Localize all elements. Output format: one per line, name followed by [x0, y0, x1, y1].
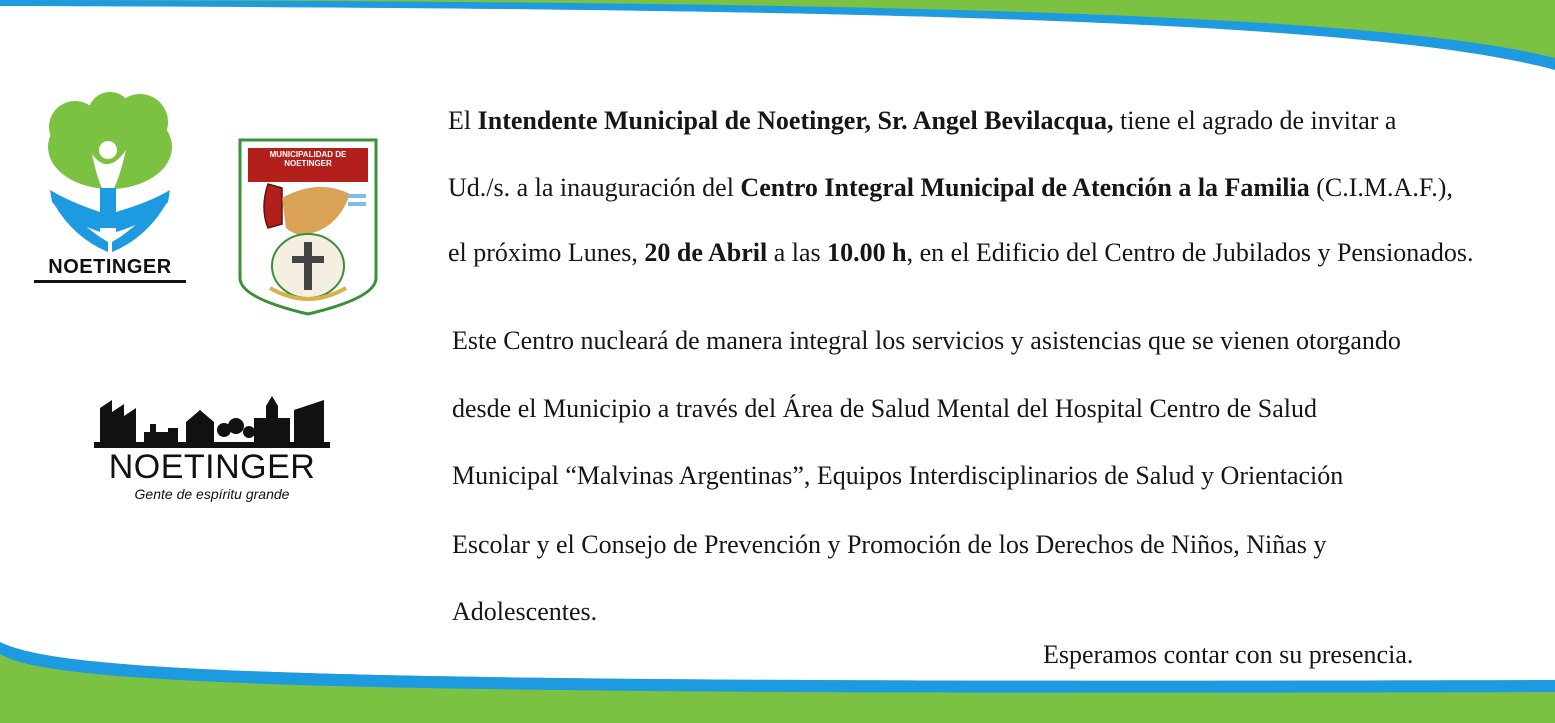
town-logo-slogan: Gente de espíritu grande — [134, 486, 290, 502]
event-date: 20 de Abril — [644, 238, 768, 267]
invitation-line-3: el próximo Lunes, 20 de Abril a las 10.00 h, en el Edificio del Centro de Jubilados y Pensionados. — [448, 238, 1474, 267]
description-line: Este Centro nucleará de manera integral los servicios y asistencias que se vienen otorgando — [452, 326, 1401, 355]
description-line: Municipal “Malvinas Argentinas”, Equipos Interdisciplinarios de Salud y Orientación — [452, 461, 1344, 490]
top-decorative-band — [0, 0, 1555, 70]
family-logo — [30, 92, 190, 292]
tree-hands-icon — [30, 92, 190, 257]
family-logo-brand: NOETINGER — [34, 256, 186, 283]
invitation-line-2: Ud./s. a la inauguración del Centro Integral Municipal de Atención a la Familia (C.I.M.A.F.), — [448, 173, 1453, 202]
town-logo-name: NOETINGER — [108, 448, 316, 486]
invitation-line-1: El Intendente Municipal de Noetinger, Sr. Angel Bevilacqua, tiene el agrado de invitar a — [448, 106, 1397, 135]
town-skyline-icon — [94, 394, 330, 448]
town-logo — [94, 394, 330, 510]
crest-label: MUNICIPALIDAD DE NOETINGER — [269, 150, 347, 168]
center-name: Centro Integral Municipal de Atención a la Familia — [740, 173, 1310, 202]
description-line: desde el Municipio a través del Área de Salud Mental del Hospital Centro de Salud — [452, 394, 1317, 423]
description-line: Escolar y el Consejo de Prevención y Promoción de los Derechos de Niños, Niñas y — [452, 530, 1327, 559]
description-line: Adolescentes. — [452, 597, 598, 626]
closing-line: Esperamos contar con su presencia. — [1043, 640, 1414, 669]
municipal-crest — [238, 138, 378, 316]
event-time: 10.00 h — [827, 238, 907, 267]
host-name: Intendente Municipal de Noetinger, Sr. Angel Bevilacqua, — [477, 106, 1114, 135]
